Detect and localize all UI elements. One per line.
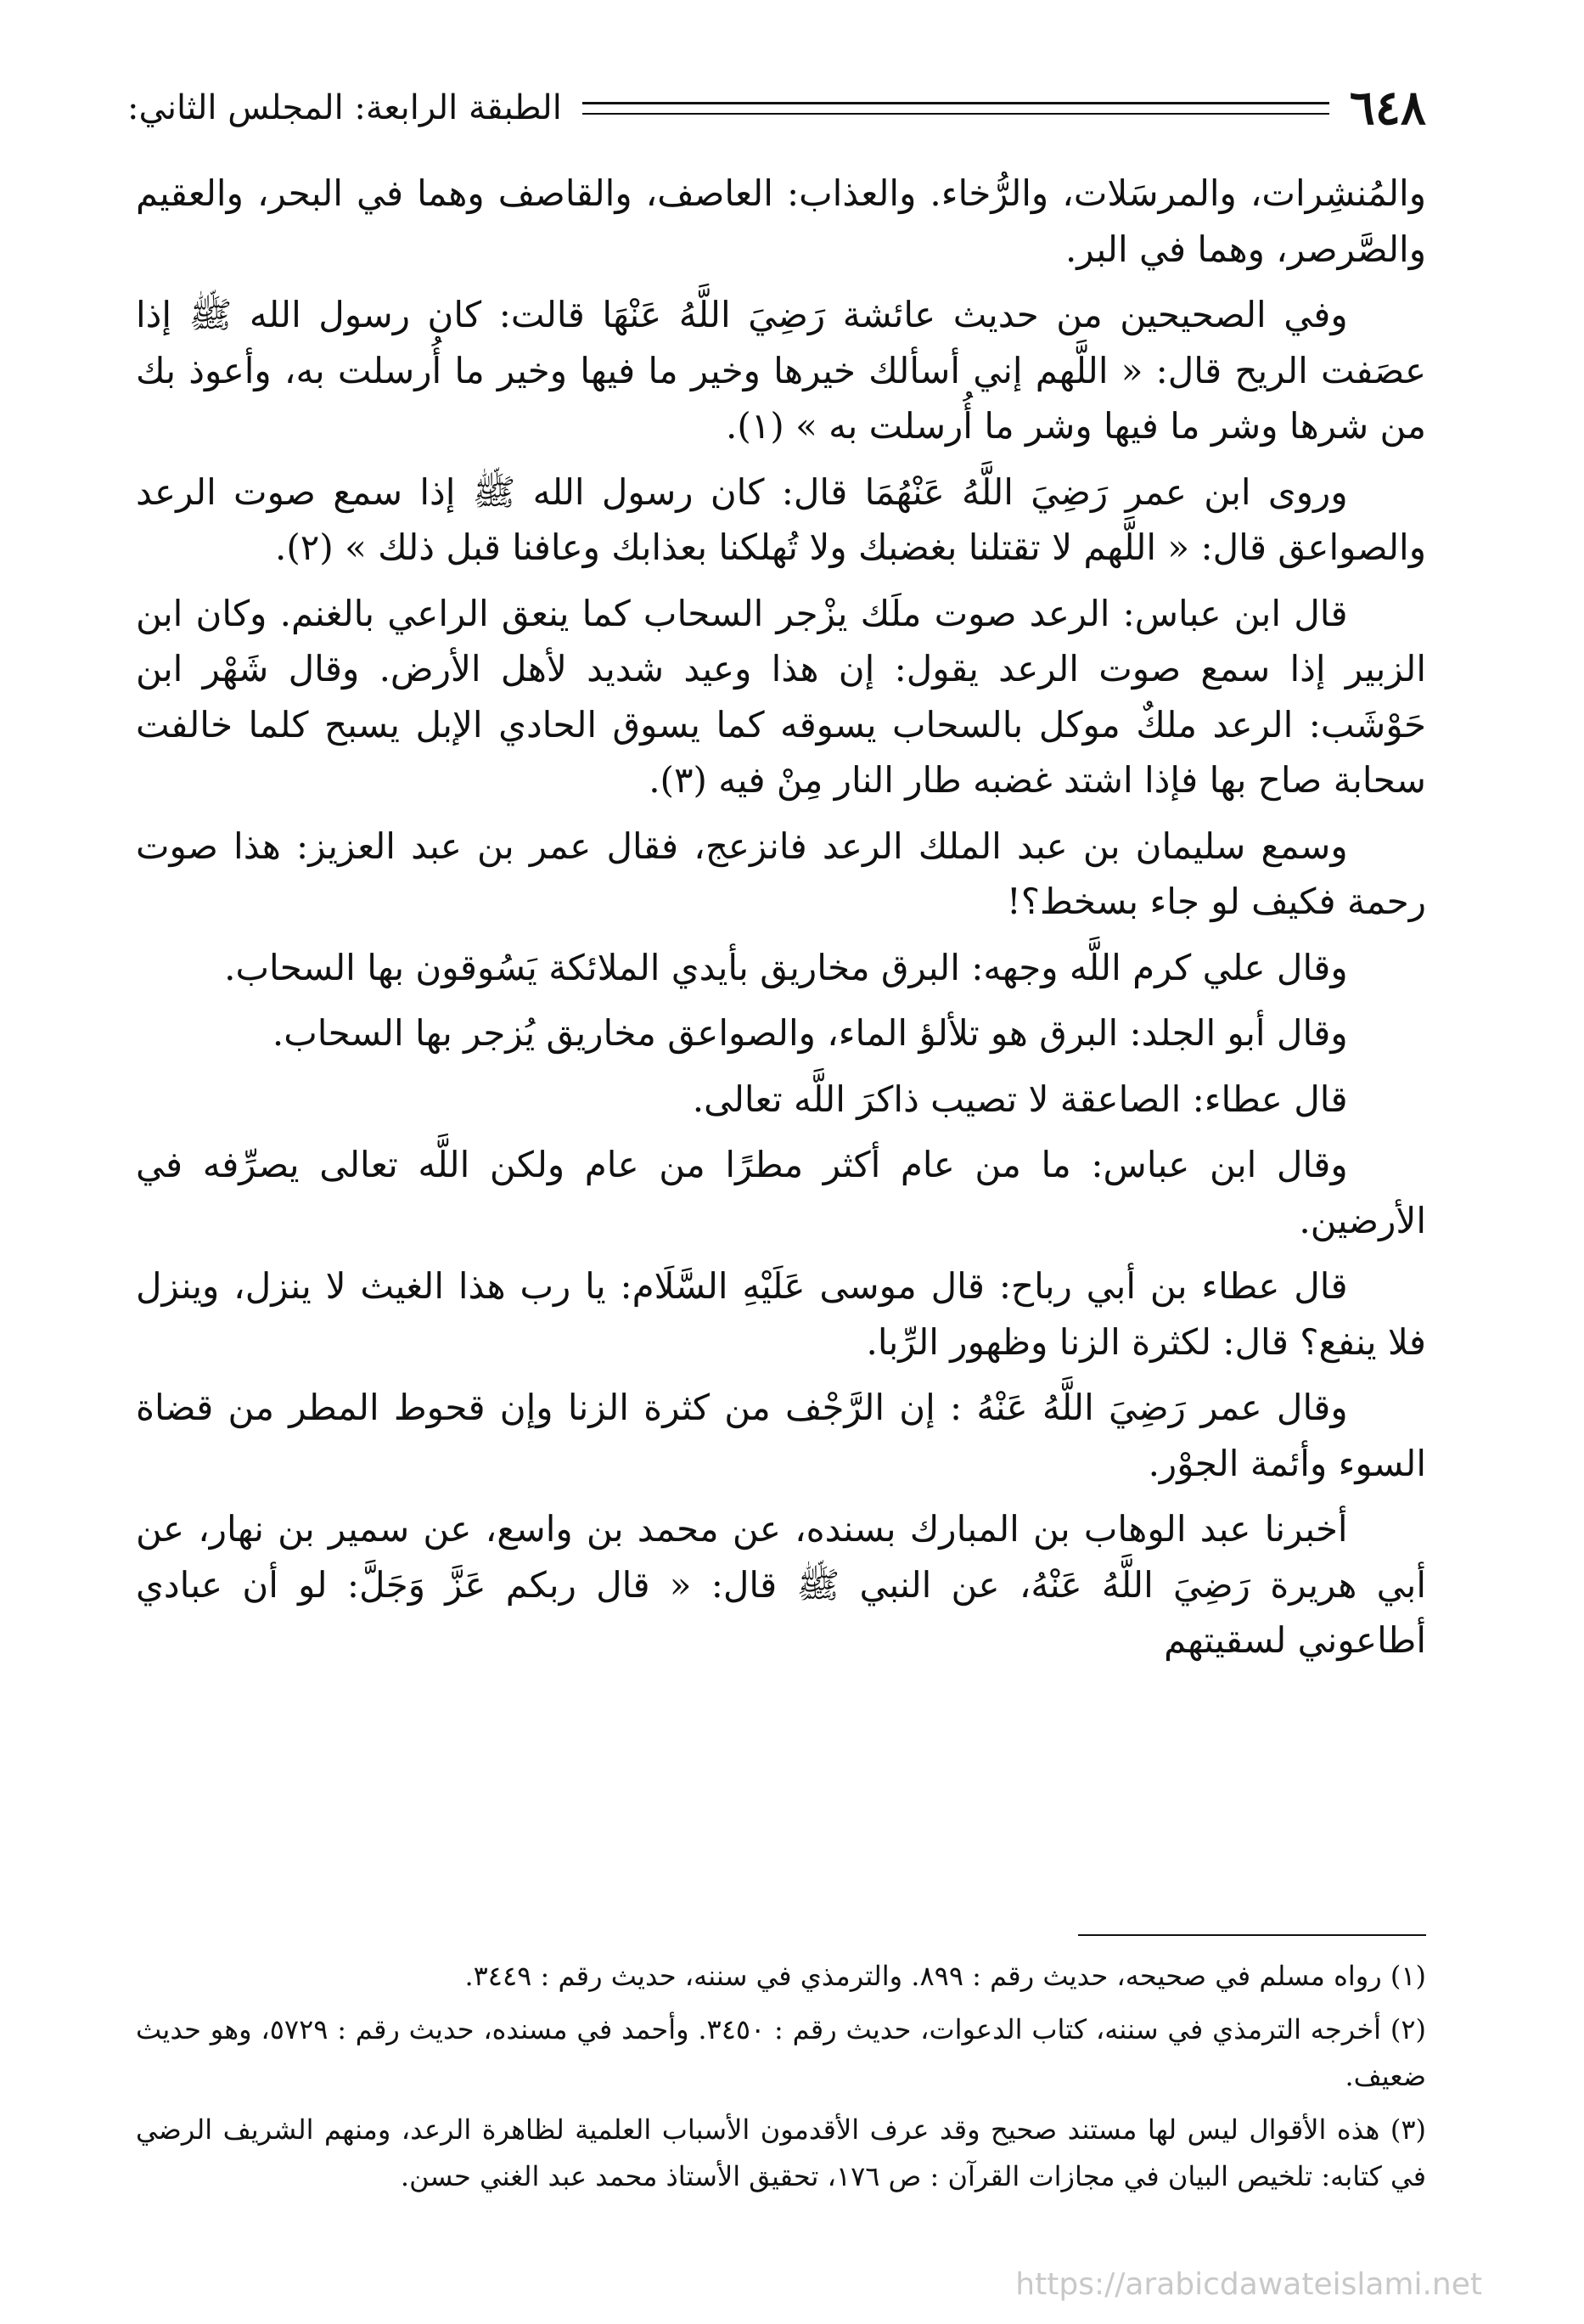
paragraph: قال عطاء: الصاعقة لا تصيب ذاكرَ اللَّه تعالى. <box>692 1078 1348 1120</box>
source-watermark: https://arabicdawateislami.net <box>1015 2267 1482 2302</box>
paragraph: وقال عمر رَضِيَ اللَّهُ عَنْهُ : إن الرَّجْف من كثرة الزنا وإن قحوط المطر من قضاة السوء وأئمة الجوْر. <box>136 1387 1426 1484</box>
paragraph: والمُنشِرات، والمرسَلات، والرُّخاء. والعذاب: العاصف، والقاصف وهما في البحر، والعقيم والصَّرصر، وهما في البر. <box>136 172 1426 270</box>
footnote: (٢) أخرجه الترمذي في سننه، كتاب الدعوات، حديث رقم : ٣٤٥٠. وأحمد في مسنده، حديث رقم : ٥٧٢٩، وهو حديث ضعيف. <box>136 2013 1427 2092</box>
footnote-separator <box>1078 1934 1426 1936</box>
footnote: (١) رواه مسلم في صحيحه، حديث رقم : ٨٩٩. والترمذي في سننه، حديث رقم : ٣٤٤٩. <box>464 1960 1426 1992</box>
running-title: الطبقة الرابعة: المجلس الثاني: <box>127 88 562 127</box>
page-header <box>127 78 1426 138</box>
main-text <box>136 166 1426 1679</box>
header-rule <box>582 102 1329 115</box>
paragraph: وقال ابن عباس: ما من عام أكثر مطرًا من عام ولكن اللَّه تعالى يصرِّفه في الأرضين. <box>136 1144 1426 1241</box>
paragraph: وروى ابن عمر رَضِيَ اللَّهُ عَنْهُمَا قال: كان رسول الله ﷺ إذا سمع صوت الرعد والصواعق قال: « اللَّهم لا تقتلنا بغضبك ولا تُهلكنا بعذابك وعافنا قبل ذلك » (٢). <box>136 470 1426 568</box>
paragraph: قال ابن عباس: الرعد صوت ملَك يزْجر السحاب كما ينعق الراعي بالغنم. وكان ابن الزبير إذا سمع صوت الرعد يقول: إن هذا وعيد شديد لأهل الأرض. وقال شَهْر ابن حَوْشَب: الرعد ملكٌ موكل بالسحاب يسوقه كما يسوق الحادي الإبل يسبح كلما خالفت سحابة صاح بها فإذا اشتد غضبه طار النار مِنْ فيه (٣). <box>136 592 1426 801</box>
page-number: ٦٤٨ <box>1349 80 1426 136</box>
paragraph: قال عطاء بن أبي رباح: قال موسى عَلَيْهِ السَّلَام: يا رب هذا الغيث لا ينزل، وينزل فلا ينفع؟ قال: لكثرة الزنا وظهور الرِّبا. <box>136 1265 1426 1363</box>
footnote: (٣) هذه الأقوال ليس لها مستند صحيح وقد عرف الأقدمون الأسباب العلمية لظاهرة الرعد، ومنهم الشريف الرضي في كتابه: تلخيص البيان في مجازات القرآن : ص ١٧٦، تحقيق الأستاذ محمد عبد الغني حسن. <box>136 2113 1426 2192</box>
paragraph: وسمع سليمان بن عبد الملك الرعد فانزعج، فقال عمر بن عبد العزيز: هذا صوت رحمة فكيف لو جاء بسخط؟! <box>136 824 1426 922</box>
paragraph: وقال أبو الجلد: البرق هو تلألؤ الماء، والصواعق مخاريق يُزجر بها السحاب. <box>272 1012 1348 1054</box>
footnotes <box>136 1953 1426 2207</box>
paragraph: وفي الصحيحين من حديث عائشة رَضِيَ اللَّهُ عَنْهَا قالت: كان رسول الله ﷺ إذا عصَفت الريح قال: « اللَّهم إني أسألك خيرها وخير ما فيها وخير ما أُرسلت به، وأعوذ بك من شرها وشر ما فيها وشر ما أُرسلت به » (١). <box>136 294 1426 447</box>
paragraph: وقال علي كرم اللَّه وجهه: البرق مخاريق بأيدي الملائكة يَسُوقون بها السحاب. <box>224 946 1348 988</box>
paragraph: أخبرنا عبد الوهاب بن المبارك بسنده، عن محمد بن واسع، عن سمير بن نهار، عن أبي هريرة رَضِيَ اللَّهُ عَنْهُ، عن النبي ﷺ قال: « قال ربكم عَزَّ وَجَلَّ: لو أن عبادي أطاعوني لسقيتهم <box>136 1508 1426 1661</box>
